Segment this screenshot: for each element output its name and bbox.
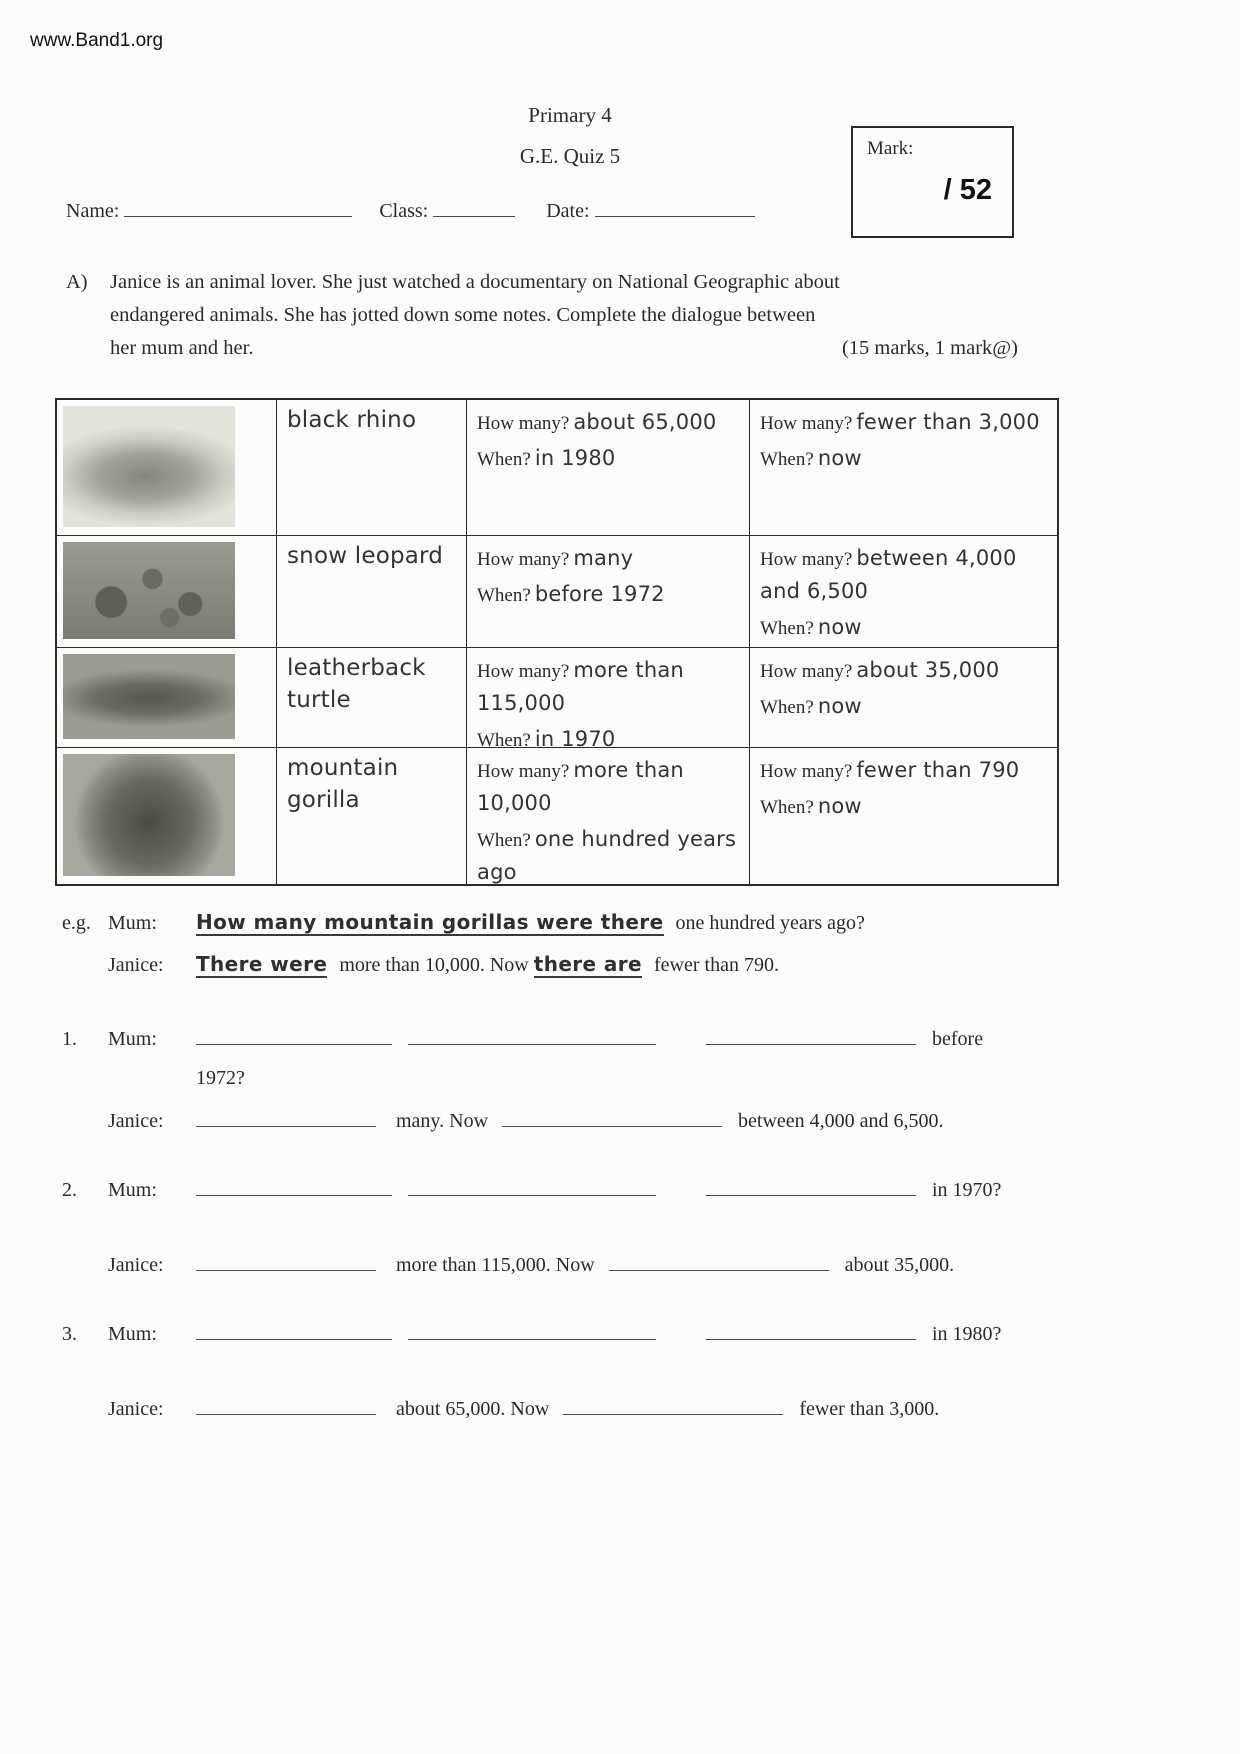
how-many-label: How many? <box>760 549 853 570</box>
answer-blank <box>196 1321 392 1340</box>
now-notes-cell <box>750 536 1057 648</box>
then-when: before 1972 <box>534 582 665 606</box>
table-cell-photo <box>57 400 277 536</box>
then-how-many: many <box>573 546 634 570</box>
answer-blank <box>196 1396 376 1415</box>
section-a-label: A) <box>66 271 88 293</box>
mum-question-continuation: 1972? <box>196 1067 245 1089</box>
instruction-line-1: Janice is an animal lover. She just watched a documentary on National Geographic about <box>110 271 840 293</box>
answer-blank <box>706 1026 916 1045</box>
now-how-many: about 35,000 <box>856 658 1000 682</box>
answer-blank <box>502 1108 722 1127</box>
then-notes-cell <box>467 400 750 536</box>
example-dialogue <box>62 910 1072 994</box>
then-when: in 1980 <box>534 446 616 470</box>
how-many-label: How many? <box>477 761 570 782</box>
then-how-many: more than 115,000 <box>477 658 684 715</box>
now-how-many: fewer than 3,000 <box>856 410 1040 434</box>
then-how-many: more than 10,000 <box>477 758 684 815</box>
leatherback-turtle-photo <box>63 654 235 739</box>
now-notes-cell <box>750 648 1057 748</box>
answer-blank <box>196 1026 392 1045</box>
answer-blank <box>196 1177 392 1196</box>
when-label: When? <box>477 730 531 748</box>
instruction-line-3: her mum and her. <box>110 337 254 359</box>
janice-label: Janice: <box>108 1254 164 1276</box>
question-number: 2. <box>62 1179 77 1201</box>
now-when: now <box>817 615 862 639</box>
question-number: 1. <box>62 1028 77 1050</box>
student-info-row <box>66 198 755 223</box>
answer-blank <box>609 1252 829 1271</box>
mum-label: Mum: <box>108 1028 157 1050</box>
name-label: Name: <box>66 200 120 222</box>
janice-answer-mid: many. Now <box>396 1110 489 1132</box>
mum-question-tail: in 1970? <box>932 1179 1002 1201</box>
when-label: When? <box>760 449 814 470</box>
when-label: When? <box>760 797 814 818</box>
how-many-label: How many? <box>477 413 570 434</box>
class-blank <box>433 198 515 217</box>
janice-answer-tail: between 4,000 and 6,500. <box>738 1110 944 1132</box>
example-janice-rest: fewer than 790. <box>654 954 779 976</box>
class-label: Class: <box>379 200 429 222</box>
example-label: e.g. <box>62 912 91 934</box>
how-many-label: How many? <box>477 661 570 682</box>
mum-label: Mum: <box>108 1323 157 1345</box>
then-notes-cell <box>467 748 750 884</box>
marks-note: (15 marks, 1 mark@) <box>841 337 1018 359</box>
janice-label: Janice: <box>108 954 164 976</box>
then-notes-cell <box>467 536 750 648</box>
example-mum-rest: one hundred years ago? <box>675 912 865 934</box>
table-cell-photo <box>57 648 277 748</box>
janice-answer-mid: about 65,000. Now <box>396 1398 550 1420</box>
snow-leopard-photo <box>63 542 235 639</box>
answer-blank <box>706 1321 916 1340</box>
how-many-label: How many? <box>760 761 853 782</box>
now-how-many: fewer than 790 <box>856 758 1020 782</box>
answer-blank <box>706 1177 916 1196</box>
when-label: When? <box>477 449 531 470</box>
janice-label: Janice: <box>108 1398 164 1420</box>
site-url: www.Band1.org <box>30 30 164 51</box>
then-how-many: about 65,000 <box>573 410 717 434</box>
when-label: When? <box>760 697 814 718</box>
now-notes-cell <box>750 748 1057 884</box>
then-when: in 1970 <box>534 727 616 748</box>
janice-answer-tail: fewer than 3,000. <box>799 1398 940 1420</box>
now-notes-cell <box>750 400 1057 536</box>
instruction-line-2: endangered animals. She has jotted down some notes. Complete the dialogue between <box>110 304 816 326</box>
question-3 <box>62 1321 1072 1421</box>
mark-label: Mark: <box>867 138 914 159</box>
example-janice-answer-2: there are <box>533 952 643 976</box>
now-when: now <box>817 446 862 470</box>
name-blank <box>124 198 352 217</box>
black-rhino-photo <box>63 406 235 527</box>
questions-section <box>62 1026 1072 1465</box>
animal-name: black rhino <box>277 400 467 536</box>
when-label: When? <box>477 585 531 606</box>
title-line-1: Primary 4 <box>528 103 612 127</box>
then-notes-cell <box>467 648 750 748</box>
title-line-2: G.E. Quiz 5 <box>519 144 621 168</box>
janice-answer-mid: more than 115,000. Now <box>396 1254 595 1276</box>
page-title <box>400 95 740 177</box>
mum-question-tail: in 1980? <box>932 1323 1002 1345</box>
mum-label: Mum: <box>108 912 157 934</box>
answer-blank <box>196 1252 376 1271</box>
table-cell-photo <box>57 748 277 884</box>
animal-name: mountain gorilla <box>277 748 467 884</box>
question-number: 3. <box>62 1323 77 1345</box>
table-cell-photo <box>57 536 277 648</box>
answer-blank <box>408 1177 656 1196</box>
answer-blank <box>408 1321 656 1340</box>
animal-notes-table <box>55 398 1059 886</box>
mountain-gorilla-photo <box>63 754 235 876</box>
when-label: When? <box>760 618 814 639</box>
now-how-many: between 4,000 and 6,500 <box>760 546 1017 603</box>
now-when: now <box>817 794 862 818</box>
answer-blank <box>563 1396 783 1415</box>
example-janice-answer-1: There were <box>196 952 328 976</box>
how-many-label: How many? <box>760 661 853 682</box>
mum-label: Mum: <box>108 1179 157 1201</box>
animal-name: leatherback turtle <box>277 648 467 748</box>
then-when: one hundred years ago <box>477 827 737 884</box>
question-1 <box>62 1026 1072 1133</box>
animal-name: snow leopard <box>277 536 467 648</box>
now-when: now <box>817 694 862 718</box>
mark-box <box>851 126 1014 238</box>
example-janice-mid: more than 10,000. Now <box>339 954 529 976</box>
example-mum-answer: How many mountain gorillas were there <box>196 910 664 934</box>
date-blank <box>595 198 755 217</box>
janice-answer-tail: about 35,000. <box>844 1254 955 1276</box>
mark-total: / 52 <box>943 174 992 206</box>
mum-question-tail: before <box>932 1028 984 1050</box>
section-a-instructions <box>66 266 1018 365</box>
answer-blank <box>196 1108 376 1127</box>
date-label: Date: <box>546 200 590 222</box>
answer-blank <box>408 1026 656 1045</box>
when-label: When? <box>477 830 531 851</box>
how-many-label: How many? <box>760 413 853 434</box>
janice-label: Janice: <box>108 1110 164 1132</box>
question-2 <box>62 1177 1072 1277</box>
how-many-label: How many? <box>477 549 570 570</box>
